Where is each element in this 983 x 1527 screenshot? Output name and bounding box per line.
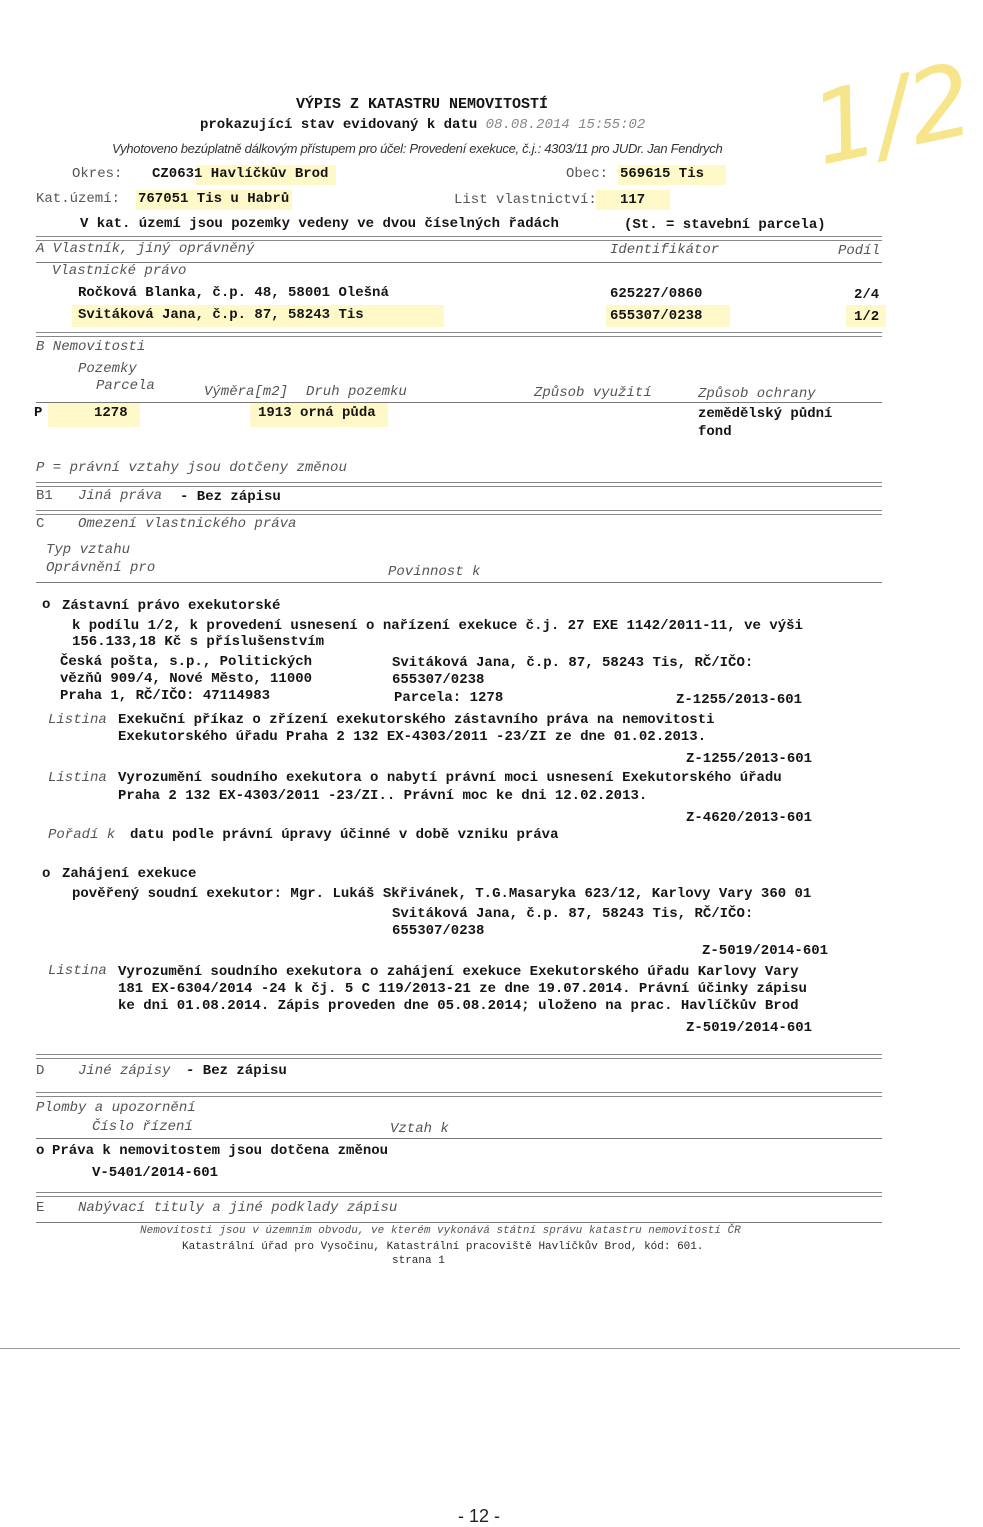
vlastnicke-pravo-label: Vlastnické právo	[52, 263, 187, 279]
listina-label: Listina	[48, 770, 107, 786]
section-a-label: A Vlastník, jiný oprávněný	[36, 241, 255, 257]
listina-label: Listina	[48, 712, 107, 728]
entry-title: Zahájení exekuce	[62, 866, 197, 882]
header-rule	[36, 1222, 882, 1223]
section-b1-value: - Bez zápisu	[180, 489, 281, 505]
listina-text: Exekutorského úřadu Praha 2 132 EX-4303/2011 -23/ZI ze dne 01.02.2013.	[118, 729, 707, 745]
debtor-line: 655307/0238	[392, 923, 485, 939]
section-e-label: Nabývací tituly a jiné podklady zápisu	[78, 1200, 398, 1216]
header-rule	[36, 1138, 882, 1139]
listina-label: Listina	[48, 963, 107, 979]
col-druh: Druh pozemku	[306, 384, 407, 400]
section-divider	[36, 332, 882, 337]
owner-id: 625227/0860	[610, 286, 703, 302]
listina-text: ke dni 01.08.2014. Zápis proveden dne 05.08.2014; uloženo na prac. Havlíčkův Brod	[118, 998, 799, 1014]
creditor-line: Česká pošta, s.p., Politických	[60, 654, 313, 670]
pozemky-label: Pozemky	[78, 361, 137, 377]
col-vyuziti: Způsob využití	[534, 385, 652, 401]
record-ref: Z-4620/2013-601	[686, 810, 813, 826]
col-podil: Podíl	[838, 243, 881, 259]
col-vztah: Vztah k	[390, 1121, 449, 1137]
footer-line: strana 1	[392, 1255, 445, 1267]
plomby-item-ref: V-5401/2014-601	[92, 1165, 219, 1181]
okres-label: Okres:	[72, 166, 123, 182]
page-bottom-rule	[0, 1348, 960, 1349]
row-flag: P	[34, 405, 43, 421]
creditor-line: vězňů 909/4, Nové Město, 11000	[60, 671, 313, 687]
debtor-line: Svitáková Jana, č.p. 87, 58243 Tis, RČ/IČO:	[392, 906, 754, 922]
entry-bullet: o	[42, 866, 51, 882]
record-ref: Z-1255/2013-601	[686, 751, 813, 767]
footer-line: Katastrální úřad pro Vysočinu, Katastrální pracoviště Havlíčkův Brod, kód: 601.	[182, 1241, 704, 1253]
katuzemi-note-right: (St. = stavební parcela)	[624, 217, 826, 233]
ochrana-line: zemědělský půdní	[698, 406, 833, 422]
datetime: 08.08.2014 15:55:02	[485, 117, 646, 133]
col-opravneni: Oprávnění pro	[46, 560, 156, 576]
section-c-label: Omezení vlastnického práva	[78, 516, 297, 532]
subtitle	[200, 117, 645, 134]
record-ref: Z-1255/2013-601	[676, 692, 803, 708]
debtor-line: Svitáková Jana, č.p. 87, 58243 Tis, RČ/IČO:	[392, 655, 754, 671]
obec-value: 569615 Tis	[620, 166, 705, 182]
section-divider	[36, 482, 882, 487]
header-rule	[36, 402, 882, 403]
plomby-item: Práva k nemovitostem jsou dotčena změnou	[52, 1143, 389, 1159]
record-ref: Z-5019/2014-601	[702, 943, 829, 959]
entry-bullet: o	[42, 597, 51, 613]
section-divider	[36, 510, 882, 515]
lv-value: 117	[620, 192, 646, 208]
entry-desc: k podílu 1/2, k provedení usnesení o nařízení exekuce č.j. 27 EXE 1142/2011-11, ve výši	[72, 618, 803, 634]
subtitle-prefix: prokazující stav evidovaný k datu	[200, 117, 478, 133]
lv-label: List vlastnictví:	[454, 192, 597, 208]
handwritten-mark: 1/2	[801, 40, 983, 189]
footer-line: Nemovitosti jsou v územním obvodu, ve kterém vykonává státní správu katastru nemovitostí ČR	[140, 1225, 741, 1237]
listina-text: Exekuční příkaz o zřízení exekutorského zástavního práva na nemovitosti	[118, 712, 715, 728]
debtor-line: Parcela: 1278	[394, 690, 504, 706]
col-typ-vztahu: Typ vztahu	[46, 542, 131, 558]
katuzemi-label: Kat.území:	[36, 191, 121, 207]
creditor-line: Praha 1, RČ/IČO: 47114983	[60, 688, 271, 704]
ochrana-line: fond	[698, 424, 732, 440]
listina-text: 181 EX-6304/2014 -24 k čj. 5 C 119/2013-21 ze dne 19.07.2014. Právní účinky zápisu	[118, 981, 807, 997]
listina-text: Vyrozumění soudního exekutora o nabytí právní moci usnesení Exekutorského úřadu	[118, 770, 782, 786]
listina-text: Praha 2 132 EX-4303/2011 -23/ZI.. Právní moc ke dni 12.02.2013.	[118, 788, 648, 804]
document-title: VÝPIS Z KATASTRU NEMOVITOSTÍ	[296, 96, 549, 113]
col-ochrana: Způsob ochrany	[698, 386, 816, 402]
section-e-code: E	[36, 1200, 45, 1216]
debtor-line: 655307/0238	[392, 672, 485, 688]
col-cislo-rizeni: Číslo řízení	[92, 1119, 193, 1135]
owner-share: 1/2	[854, 309, 880, 325]
col-vymera: Výměra[m2]	[204, 384, 289, 400]
col-identifikator: Identifikátor	[610, 242, 720, 258]
page-number: - 12 -	[458, 1506, 501, 1526]
section-divider	[36, 1192, 882, 1197]
section-d-label: Jiné zápisy	[78, 1063, 171, 1079]
owner-share: 2/4	[854, 287, 880, 303]
section-b1-code: B1	[36, 488, 53, 504]
plomby-label: Plomby a upozornění	[36, 1100, 196, 1116]
section-b1-label: Jiná práva	[78, 488, 163, 504]
p-footnote: P = právní vztahy jsou dotčeny změnou	[36, 460, 347, 476]
section-d-code: D	[36, 1063, 45, 1079]
entry-desc: 156.133,18 Kč s příslušenstvím	[72, 634, 325, 650]
poradi-value: datu podle právní úpravy účinné v době vzniku práva	[130, 827, 559, 843]
owner-name: Ročková Blanka, č.p. 48, 58001 Olešná	[78, 285, 389, 301]
made-for-line: Vyhotoveno bezúplatně dálkovým přístupem pro účel: Provedení exekuce, č.j.: 4303/11 pro JUDr. Jan Fendrych	[112, 141, 723, 156]
section-divider	[36, 1054, 882, 1059]
vymera-druh: 1913 orná půda	[258, 405, 376, 421]
poradi-label: Pořadí k	[48, 827, 116, 843]
executor-line: pověřený soudní exekutor: Mgr. Lukáš Skřivánek, T.G.Masaryka 623/12, Karlovy Vary 360 01	[72, 886, 812, 902]
owner-id: 655307/0238	[610, 308, 703, 324]
obec-label: Obec:	[566, 166, 609, 182]
header-rule	[36, 582, 882, 583]
katuzemi-value: 767051 Tis u Habrů	[138, 191, 290, 207]
owner-name: Svitáková Jana, č.p. 87, 58243 Tis	[78, 307, 364, 323]
section-b-label: B Nemovitosti	[36, 339, 146, 355]
entry-bullet: o	[36, 1143, 45, 1159]
section-divider	[36, 1092, 882, 1097]
okres-value: CZ0631 Havlíčkův Brod	[152, 166, 329, 182]
col-parcela: Parcela	[96, 378, 155, 394]
section-d-value: - Bez zápisu	[186, 1063, 287, 1079]
katuzemi-note: V kat. území jsou pozemky vedeny ve dvou číselných řadách	[80, 216, 559, 232]
entry-title: Zástavní právo exekutorské	[62, 598, 281, 614]
col-povinnost: Povinnost k	[388, 564, 481, 580]
section-c-code: C	[36, 516, 45, 532]
record-ref: Z-5019/2014-601	[686, 1020, 813, 1036]
parcela-number: 1278	[94, 405, 128, 421]
listina-text: Vyrozumění soudního exekutora o zahájení exekuce Exekutorského úřadu Karlovy Vary	[118, 964, 799, 980]
